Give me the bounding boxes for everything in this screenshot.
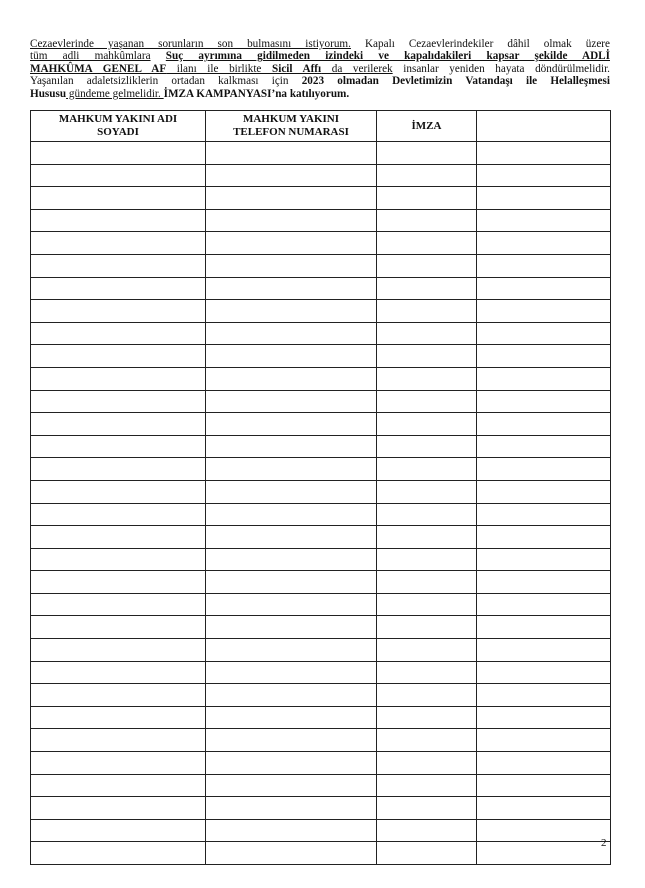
table-row xyxy=(31,842,611,865)
cell-name-surname xyxy=(31,797,206,820)
cell-phone-number xyxy=(206,277,377,300)
cell-signature xyxy=(377,639,477,662)
cell-phone-number xyxy=(206,842,377,865)
cell-phone-number xyxy=(206,548,377,571)
cell-name-surname xyxy=(31,842,206,865)
cell-phone-number xyxy=(206,706,377,729)
cell-blank xyxy=(477,187,611,210)
table-row xyxy=(31,548,611,571)
cell-blank xyxy=(477,797,611,820)
cell-blank xyxy=(477,300,611,323)
cell-blank xyxy=(477,571,611,594)
cell-name-surname xyxy=(31,367,206,390)
cell-blank xyxy=(477,345,611,368)
cell-phone-number xyxy=(206,797,377,820)
table-row xyxy=(31,797,611,820)
cell-phone-number xyxy=(206,593,377,616)
cell-blank xyxy=(477,684,611,707)
table-row xyxy=(31,729,611,752)
cell-phone-number xyxy=(206,164,377,187)
table-row xyxy=(31,300,611,323)
cell-signature xyxy=(377,616,477,639)
table-row xyxy=(31,503,611,526)
cell-signature xyxy=(377,548,477,571)
cell-signature xyxy=(377,797,477,820)
cell-phone-number xyxy=(206,142,377,165)
header-signature: İMZA xyxy=(377,111,477,142)
cell-signature xyxy=(377,706,477,729)
table-row xyxy=(31,639,611,662)
intro-text-segment: Kapalı Cezaevlerindekiler dâhil olmak üzere xyxy=(350,38,610,50)
cell-name-surname xyxy=(31,752,206,775)
cell-blank xyxy=(477,232,611,255)
cell-signature xyxy=(377,593,477,616)
table-row xyxy=(31,232,611,255)
cell-phone-number xyxy=(206,254,377,277)
cell-name-surname xyxy=(31,390,206,413)
table-row xyxy=(31,661,611,684)
cell-signature xyxy=(377,413,477,436)
intro-text-segment: İMZA KAMPANYASI’na katılıyorum. xyxy=(163,87,350,100)
cell-signature xyxy=(377,209,477,232)
cell-phone-number xyxy=(206,232,377,255)
cell-name-surname xyxy=(31,571,206,594)
cell-phone-number xyxy=(206,390,377,413)
cell-signature xyxy=(377,300,477,323)
table-row xyxy=(31,367,611,390)
cell-signature xyxy=(377,684,477,707)
cell-signature xyxy=(377,164,477,187)
cell-blank xyxy=(477,164,611,187)
cell-blank xyxy=(477,774,611,797)
cell-phone-number xyxy=(206,526,377,549)
cell-signature xyxy=(377,526,477,549)
cell-name-surname xyxy=(31,300,206,323)
cell-blank xyxy=(477,254,611,277)
cell-phone-number xyxy=(206,571,377,594)
header-name-surname: MAHKUM YAKINI ADI SOYADI xyxy=(31,111,206,142)
cell-signature xyxy=(377,367,477,390)
cell-blank xyxy=(477,842,611,865)
cell-signature xyxy=(377,232,477,255)
table-row xyxy=(31,819,611,842)
cell-signature xyxy=(377,729,477,752)
page-number: 2 xyxy=(601,837,607,849)
cell-name-surname xyxy=(31,458,206,481)
cell-phone-number xyxy=(206,367,377,390)
cell-name-surname xyxy=(31,413,206,436)
table-row xyxy=(31,164,611,187)
cell-name-surname xyxy=(31,480,206,503)
intro-text-segment xyxy=(151,50,166,62)
cell-phone-number xyxy=(206,684,377,707)
intro-text-segment: 2023 olmadan Devletimizin Vatandaşı ile Helalleşmesi xyxy=(301,75,610,88)
cell-signature xyxy=(377,661,477,684)
intro-text-segment: tüm adli mahkûmlara xyxy=(30,50,151,63)
cell-name-surname xyxy=(31,345,206,368)
table-row xyxy=(31,142,611,165)
cell-signature xyxy=(377,254,477,277)
intro-line xyxy=(30,88,610,100)
table-row xyxy=(31,277,611,300)
cell-signature xyxy=(377,819,477,842)
cell-blank xyxy=(477,819,611,842)
cell-name-surname xyxy=(31,322,206,345)
table-row xyxy=(31,593,611,616)
cell-blank xyxy=(477,526,611,549)
table-row xyxy=(31,774,611,797)
cell-signature xyxy=(377,322,477,345)
cell-name-surname xyxy=(31,661,206,684)
cell-signature xyxy=(377,842,477,865)
cell-signature xyxy=(377,571,477,594)
cell-phone-number xyxy=(206,503,377,526)
table-row xyxy=(31,480,611,503)
intro-text-segment: da verilerek xyxy=(321,62,393,75)
table-row xyxy=(31,390,611,413)
table-row xyxy=(31,187,611,210)
cell-blank xyxy=(477,413,611,436)
cell-signature xyxy=(377,480,477,503)
cell-phone-number xyxy=(206,752,377,775)
intro-text-segment: ilanı ile birlikte xyxy=(166,62,272,75)
cell-blank xyxy=(477,458,611,481)
table-row xyxy=(31,435,611,458)
table-row xyxy=(31,345,611,368)
cell-blank xyxy=(477,142,611,165)
cell-signature xyxy=(377,458,477,481)
cell-blank xyxy=(477,593,611,616)
cell-phone-number xyxy=(206,345,377,368)
cell-phone-number xyxy=(206,661,377,684)
cell-phone-number xyxy=(206,639,377,662)
cell-blank xyxy=(477,729,611,752)
table-row xyxy=(31,752,611,775)
cell-phone-number xyxy=(206,435,377,458)
intro-text-segment: Hususu xyxy=(30,87,67,100)
cell-phone-number xyxy=(206,458,377,481)
cell-blank xyxy=(477,548,611,571)
table-row xyxy=(31,413,611,436)
table-row xyxy=(31,322,611,345)
cell-phone-number xyxy=(206,209,377,232)
intro-text-segment: gündeme gelmelidir. xyxy=(66,87,164,100)
intro-line xyxy=(30,38,610,50)
intro-text-segment: insanlar yeniden hayata döndürülmelidir. xyxy=(392,62,610,75)
cell-name-surname xyxy=(31,187,206,210)
cell-phone-number xyxy=(206,187,377,210)
cell-blank xyxy=(477,639,611,662)
cell-blank xyxy=(477,480,611,503)
cell-phone-number xyxy=(206,480,377,503)
cell-name-surname xyxy=(31,639,206,662)
cell-signature xyxy=(377,752,477,775)
cell-name-surname xyxy=(31,435,206,458)
table-row xyxy=(31,571,611,594)
cell-blank xyxy=(477,706,611,729)
cell-name-surname xyxy=(31,526,206,549)
cell-phone-number xyxy=(206,819,377,842)
cell-name-surname xyxy=(31,209,206,232)
cell-name-surname xyxy=(31,706,206,729)
cell-name-surname xyxy=(31,142,206,165)
cell-blank xyxy=(477,390,611,413)
intro-text-segment: Sicil Affı xyxy=(272,62,322,75)
cell-phone-number xyxy=(206,774,377,797)
cell-name-surname xyxy=(31,548,206,571)
cell-signature xyxy=(377,774,477,797)
cell-phone-number xyxy=(206,413,377,436)
intro-text-segment: MAHKÛMA GENEL AF xyxy=(30,62,167,75)
cell-signature xyxy=(377,277,477,300)
cell-name-surname xyxy=(31,254,206,277)
table-row xyxy=(31,209,611,232)
intro-text-segment: Cezaevlerinde yaşanan sorunların son bulmasını istiyorum. xyxy=(30,38,351,50)
cell-phone-number xyxy=(206,616,377,639)
cell-blank xyxy=(477,661,611,684)
table-row xyxy=(31,684,611,707)
cell-name-surname xyxy=(31,616,206,639)
cell-signature xyxy=(377,187,477,210)
cell-blank xyxy=(477,503,611,526)
cell-name-surname xyxy=(31,774,206,797)
intro-paragraph xyxy=(30,38,610,100)
cell-phone-number xyxy=(206,300,377,323)
cell-blank xyxy=(477,752,611,775)
cell-blank xyxy=(477,277,611,300)
table-row xyxy=(31,254,611,277)
cell-phone-number xyxy=(206,729,377,752)
cell-name-surname xyxy=(31,232,206,255)
cell-signature xyxy=(377,503,477,526)
table-row xyxy=(31,706,611,729)
intro-line xyxy=(30,63,610,75)
cell-signature xyxy=(377,435,477,458)
cell-name-surname xyxy=(31,593,206,616)
signature-table xyxy=(30,110,611,865)
cell-name-surname xyxy=(31,729,206,752)
cell-name-surname xyxy=(31,164,206,187)
cell-blank xyxy=(477,367,611,390)
intro-text-segment: Yaşanılan adaletsizliklerin ortadan kalkması için xyxy=(30,75,302,88)
cell-blank xyxy=(477,435,611,458)
intro-text-segment: Suç ayrımına gidilmeden izindeki ve kapalıdakileri kapsar şekilde ADLİ xyxy=(165,50,610,63)
cell-name-surname xyxy=(31,277,206,300)
table-row xyxy=(31,526,611,549)
cell-blank xyxy=(477,209,611,232)
cell-name-surname xyxy=(31,684,206,707)
table-row xyxy=(31,616,611,639)
cell-blank xyxy=(477,616,611,639)
table-header-row xyxy=(31,111,611,142)
table-body xyxy=(31,142,611,865)
header-blank xyxy=(477,111,611,142)
cell-signature xyxy=(377,142,477,165)
cell-blank xyxy=(477,322,611,345)
cell-phone-number xyxy=(206,322,377,345)
cell-name-surname xyxy=(31,503,206,526)
cell-signature xyxy=(377,390,477,413)
cell-name-surname xyxy=(31,819,206,842)
intro-line xyxy=(30,75,610,87)
intro-line xyxy=(30,50,610,62)
header-phone-number: MAHKUM YAKINI TELEFON NUMARASI xyxy=(206,111,377,142)
table-row xyxy=(31,458,611,481)
cell-signature xyxy=(377,345,477,368)
